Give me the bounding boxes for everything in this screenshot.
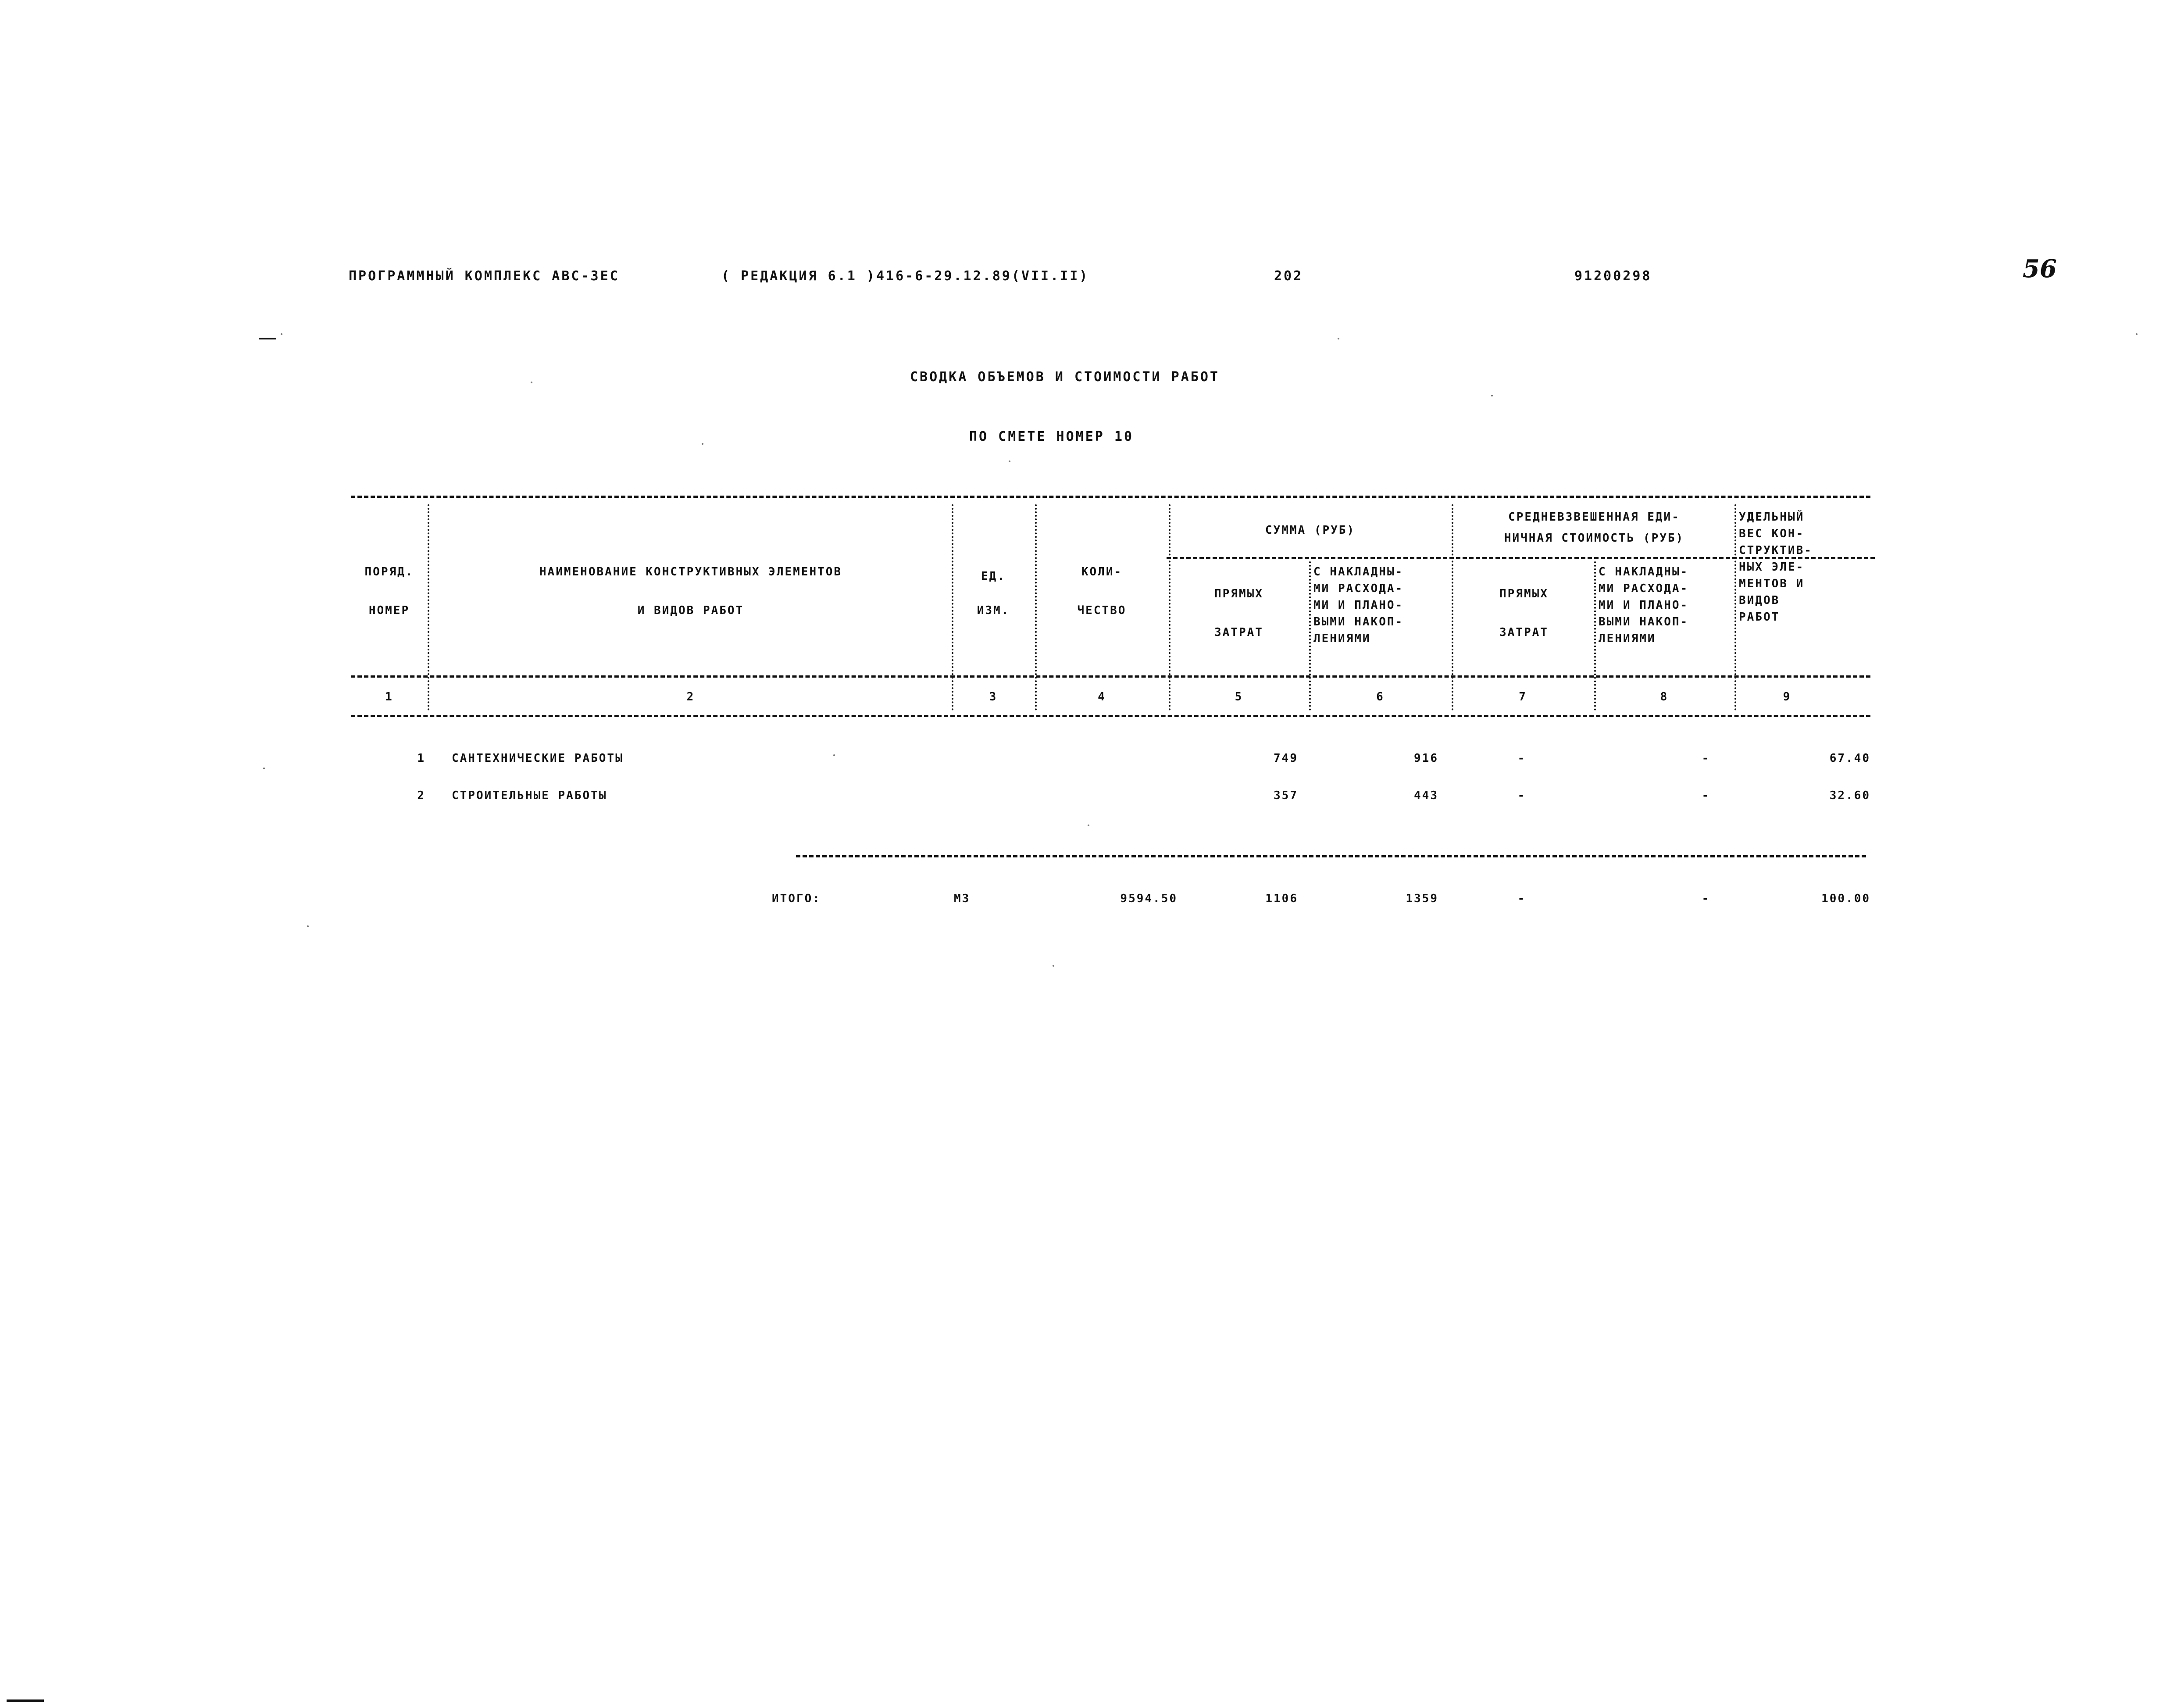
document-subtitle: ПО СМЕТЕ НОМЕР 10: [969, 429, 1134, 444]
scan-speck: [1491, 395, 1493, 396]
header-bottom-border: [351, 675, 1870, 678]
total-quantity: 9594.50: [1120, 892, 1178, 905]
header-col2: [432, 561, 949, 621]
header-col8-line: ЛЕНИЯМИ: [1599, 632, 1656, 645]
header-col6-line: ЛЕНИЯМИ: [1313, 632, 1371, 645]
scan-speck: [1088, 825, 1089, 826]
total-share: 100.00: [1821, 892, 1870, 905]
header-col5-line: ЗАТРАТ: [1214, 626, 1263, 639]
document-code: 91200298: [1574, 268, 1652, 284]
column-number: 7: [1519, 690, 1527, 703]
header-col8-line: МИ И ПЛАНО-: [1599, 599, 1689, 612]
column-number: 3: [989, 690, 998, 703]
scan-speck: [531, 382, 532, 383]
header-col9-line: РАБОТ: [1739, 611, 1780, 624]
header-col1: [351, 561, 428, 621]
scan-speck: [1053, 965, 1054, 967]
row1-direct: 749: [1274, 752, 1298, 765]
total-unit-overhead: -: [1702, 892, 1710, 905]
column-separator: [1594, 561, 1596, 710]
scan-speck: [1338, 338, 1339, 339]
header-col8-line: С НАКЛАДНЫ-: [1599, 565, 1689, 578]
row1-name: САНТЕХНИЧЕСКИЕ РАБОТЫ: [452, 752, 624, 765]
header-col3-line: ЕД.: [981, 570, 1006, 583]
header-col7-line: ЗАТРАТ: [1499, 626, 1549, 639]
column-separator: [1169, 504, 1171, 710]
header-col6-line: С НАКЛАДНЫ-: [1313, 565, 1404, 578]
header-col8-line: МИ РАСХОДА-: [1599, 582, 1689, 595]
header-col1-line: НОМЕР: [368, 604, 410, 617]
scan-speck: [307, 925, 309, 927]
numbers-bottom-border: [351, 715, 1870, 717]
row1-number: 1: [417, 752, 425, 765]
scan-speck: [1009, 461, 1010, 462]
row2-overhead: 443: [1414, 789, 1438, 802]
column-separator: [1309, 561, 1311, 710]
header-col3-line: ИЗМ.: [977, 604, 1010, 617]
header-col9: [1739, 509, 1870, 625]
header-group-unit-line: НИЧНАЯ СТОИМОСТЬ (РУБ): [1504, 532, 1684, 545]
header-col7-line: ПРЯМЫХ: [1499, 587, 1549, 600]
total-direct: 1106: [1265, 892, 1298, 905]
row1-unit-direct: -: [1517, 752, 1526, 765]
scan-speck: [281, 333, 282, 335]
header-group-sum: СУММА (РУБ): [1265, 524, 1356, 537]
total-overhead: 1359: [1406, 892, 1438, 905]
column-number: 2: [686, 690, 695, 703]
header-col2-line: И ВИДОВ РАБОТ: [637, 604, 744, 617]
row1-unit-overhead: -: [1702, 752, 1710, 765]
header-col4-line: ЧЕСТВО: [1077, 604, 1127, 617]
total-unit: М3: [954, 892, 971, 905]
header-col9-line: СТРУКТИВ-: [1739, 544, 1813, 557]
column-number: 8: [1660, 690, 1669, 703]
row2-name: СТРОИТЕЛЬНЫЕ РАБОТЫ: [452, 789, 607, 802]
total-label: ИТОГО:: [772, 892, 821, 905]
column-number: 6: [1376, 690, 1385, 703]
row2-unit-overhead: -: [1702, 789, 1710, 802]
header-col6-line: МИ И ПЛАНО-: [1313, 599, 1404, 612]
margin-mark: [7, 1699, 44, 1702]
row1-overhead: 916: [1414, 752, 1438, 765]
header-col2-line: НАИМЕНОВАНИЕ КОНСТРУКТИВНЫХ ЭЛЕМЕНТОВ: [539, 565, 842, 578]
header-col7: [1456, 583, 1592, 643]
header-group-unit-line: СРЕДНЕВЗВЕШЕННАЯ ЕДИ-: [1508, 511, 1680, 524]
header-col5-line: ПРЯМЫХ: [1214, 587, 1263, 600]
table-top-border: [351, 496, 1870, 498]
handwritten-page-number: 56: [2023, 254, 2057, 283]
page-number: 202: [1274, 268, 1303, 284]
header-col9-line: ВИДОВ: [1739, 594, 1780, 607]
header-col9-line: УДЕЛЬНЫЙ: [1739, 511, 1805, 524]
column-separator: [1734, 504, 1736, 710]
column-number: 1: [385, 690, 393, 703]
header-col6-line: МИ РАСХОДА-: [1313, 582, 1404, 595]
header-col4-line: КОЛИ-: [1081, 565, 1123, 578]
header-group-unit-cost: [1454, 507, 1734, 549]
column-number: 5: [1235, 690, 1243, 703]
header-col3: [954, 566, 1033, 621]
header-col9-line: МЕНТОВ И: [1739, 577, 1805, 590]
column-number: 4: [1098, 690, 1106, 703]
header-col9-line: ВЕС КОН-: [1739, 527, 1805, 540]
column-separator: [1452, 504, 1453, 710]
scan-speck: [702, 443, 703, 445]
header-col1-line: ПОРЯД.: [364, 565, 414, 578]
margin-mark: [259, 338, 276, 339]
row2-number: 2: [417, 789, 425, 802]
document-title: СВОДКА ОБЪЕМОВ И СТОИМОСТИ РАБОТ: [910, 369, 1220, 385]
row2-unit-direct: -: [1517, 789, 1526, 802]
row2-share: 32.60: [1829, 789, 1870, 802]
total-unit-direct: -: [1517, 892, 1526, 905]
header-col8: [1599, 564, 1732, 647]
header-col4: [1037, 561, 1167, 621]
total-separator-border: [796, 855, 1866, 857]
scan-speck: [833, 754, 835, 756]
header-col6: [1313, 564, 1449, 647]
header-col9-line: НЫХ ЭЛЕ-: [1739, 561, 1805, 574]
column-separator: [428, 504, 429, 710]
scan-speck: [263, 768, 265, 769]
edition-info: ( РЕДАКЦИЯ 6.1 )416-6-29.12.89(VII.II): [721, 268, 1089, 284]
row2-direct: 357: [1274, 789, 1298, 802]
program-name: ПРОГРАММНЫЙ КОМПЛЕКС АВС-ЗЕС: [349, 268, 620, 284]
column-separator: [952, 504, 953, 710]
header-col5: [1171, 583, 1307, 643]
column-number: 9: [1783, 690, 1791, 703]
column-separator: [1035, 504, 1037, 710]
row1-share: 67.40: [1829, 752, 1870, 765]
header-col6-line: ВЫМИ НАКОП-: [1313, 615, 1404, 628]
scan-speck: [2136, 333, 2138, 335]
header-col8-line: ВЫМИ НАКОП-: [1599, 615, 1689, 628]
